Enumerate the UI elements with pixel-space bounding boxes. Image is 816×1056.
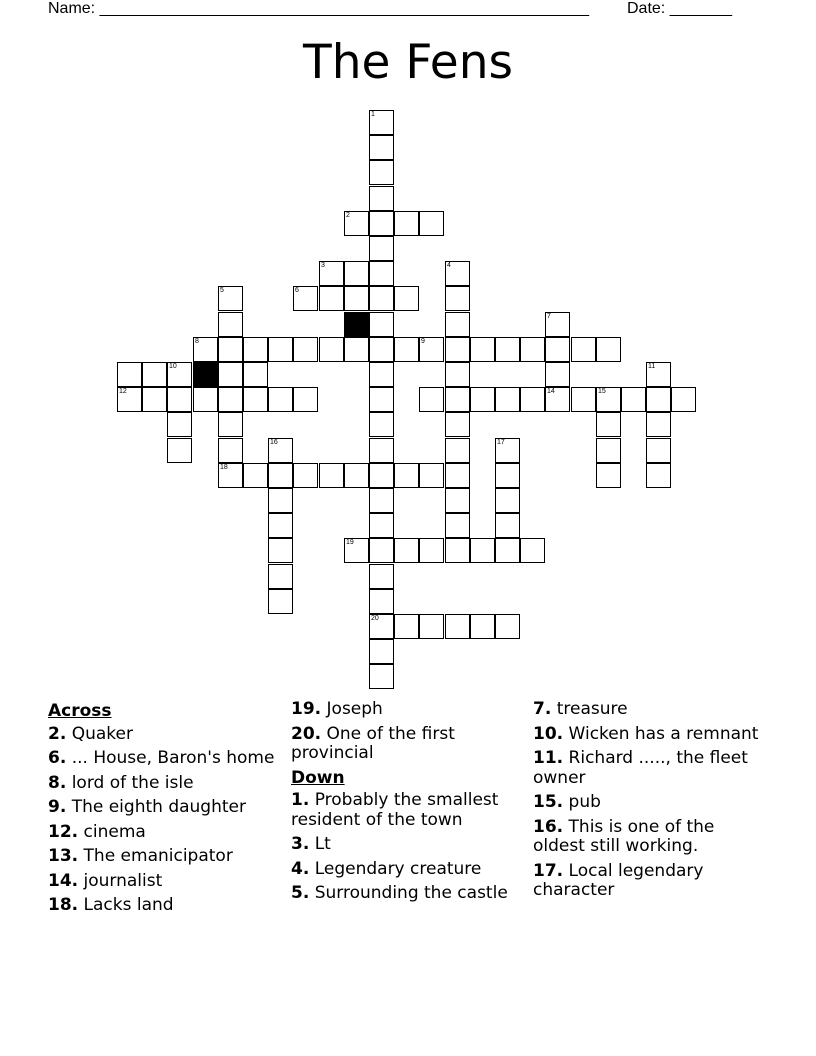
grid-cell[interactable] (596, 463, 621, 488)
grid-cell[interactable] (445, 312, 470, 337)
grid-cell[interactable] (369, 614, 394, 639)
grid-cell[interactable] (495, 387, 520, 412)
grid-cell[interactable] (369, 639, 394, 664)
grid-cell[interactable] (319, 261, 344, 286)
grid-cell[interactable] (445, 362, 470, 387)
grid-cell[interactable] (470, 538, 495, 563)
grid-cell[interactable] (268, 438, 293, 463)
grid-cell[interactable] (293, 286, 318, 311)
grid-cell[interactable] (470, 337, 495, 362)
grid-cell[interactable] (445, 261, 470, 286)
grid-cell[interactable] (369, 564, 394, 589)
clue-number: 14 (547, 388, 555, 395)
grid-cell[interactable] (293, 387, 318, 412)
grid-cell[interactable] (319, 337, 344, 362)
grid-cell[interactable] (445, 412, 470, 437)
grid-cell[interactable] (369, 589, 394, 614)
grid-cell[interactable] (495, 538, 520, 563)
grid-cell[interactable] (394, 211, 419, 236)
grid-cell[interactable] (193, 337, 218, 362)
grid-cell[interactable] (369, 362, 394, 387)
grid-cell[interactable] (470, 387, 495, 412)
grid-cell[interactable] (596, 412, 621, 437)
grid-cell[interactable] (445, 286, 470, 311)
grid-cell[interactable] (293, 463, 318, 488)
clue-number: 7 (547, 313, 551, 320)
grid-cell[interactable] (293, 337, 318, 362)
grid-cell[interactable] (646, 412, 671, 437)
clue-number: 6 (295, 287, 299, 294)
clue-number: 8 (195, 338, 199, 345)
grid-cell[interactable] (394, 286, 419, 311)
grid-cell[interactable] (243, 337, 268, 362)
grid-cell[interactable] (495, 337, 520, 362)
grid-cell[interactable] (117, 362, 142, 387)
grid-cell[interactable] (495, 614, 520, 639)
grid-cell[interactable] (394, 538, 419, 563)
grid-cell[interactable] (344, 286, 369, 311)
grid-cell[interactable] (344, 211, 369, 236)
down-clue: 3. Lt (291, 834, 331, 854)
down-clue: 16. This is one of the oldest still working. (533, 816, 715, 856)
clue-number: 1 (371, 111, 375, 118)
grid-cell[interactable] (167, 412, 192, 437)
grid-cell[interactable] (218, 438, 243, 463)
across-clue: 18. Lacks land (48, 895, 174, 915)
grid-cell[interactable] (369, 186, 394, 211)
grid-cell[interactable] (545, 312, 570, 337)
grid-cell[interactable] (369, 513, 394, 538)
clue-number: 18 (220, 464, 228, 471)
grid-cell[interactable] (445, 614, 470, 639)
grid-cell[interactable] (369, 488, 394, 513)
grid-cell[interactable] (167, 438, 192, 463)
grid-cell[interactable] (445, 513, 470, 538)
grid-cell[interactable] (268, 589, 293, 614)
grid-cell[interactable] (369, 538, 394, 563)
across-clue: 14. journalist (48, 870, 163, 891)
grid-cell[interactable] (344, 463, 369, 488)
grid-cell[interactable] (520, 538, 545, 563)
grid-cell[interactable] (167, 387, 192, 412)
grid-cell[interactable] (470, 614, 495, 639)
across-clue: 9. The eighth daughter (48, 797, 246, 817)
grid-cell[interactable] (495, 513, 520, 538)
across-clue: 6. ... House, Baron's home (48, 748, 275, 768)
grid-cell[interactable] (596, 438, 621, 463)
grid-cell[interactable] (571, 387, 596, 412)
grid-cell[interactable] (369, 160, 394, 185)
clue-number: 3 (321, 262, 325, 269)
grid-cell[interactable] (445, 463, 470, 488)
clue-number: 2 (346, 212, 350, 219)
grid-cell[interactable] (571, 337, 596, 362)
clue-number: 5 (220, 287, 224, 294)
grid-cell[interactable] (495, 438, 520, 463)
clue-number: 9 (421, 338, 425, 345)
grid-cell[interactable] (344, 337, 369, 362)
grid-cell[interactable] (193, 387, 218, 412)
grid-cell[interactable] (419, 211, 444, 236)
grid-cell[interactable] (268, 564, 293, 589)
grid-cell[interactable] (419, 387, 444, 412)
block-cell (344, 312, 369, 337)
across-clue: 20. One of the first provincial (291, 723, 455, 763)
grid-cell[interactable] (218, 362, 243, 387)
grid-cell[interactable] (369, 387, 394, 412)
grid-cell[interactable] (344, 538, 369, 563)
grid-cell[interactable] (369, 110, 394, 135)
grid-cell[interactable] (369, 664, 394, 689)
grid-cell[interactable] (268, 337, 293, 362)
grid-cell[interactable] (646, 387, 671, 412)
grid-cell[interactable] (319, 286, 344, 311)
block-cell (193, 362, 218, 387)
down-clue: 1. Probably the smallest resident of the town (291, 790, 499, 830)
grid-cell[interactable] (369, 412, 394, 437)
grid-cell[interactable] (671, 387, 696, 412)
grid-cell[interactable] (646, 362, 671, 387)
grid-cell[interactable] (621, 387, 646, 412)
grid-cell[interactable] (419, 538, 444, 563)
grid-cell[interactable] (218, 286, 243, 311)
grid-cell[interactable] (369, 286, 394, 311)
down-clue: 7. treasure (533, 699, 628, 719)
grid-cell[interactable] (646, 463, 671, 488)
grid-cell[interactable] (218, 312, 243, 337)
grid-cell[interactable] (419, 463, 444, 488)
down-clue: 4. Legendary creature (291, 858, 482, 879)
grid-cell[interactable] (394, 337, 419, 362)
grid-cell[interactable] (445, 438, 470, 463)
grid-cell[interactable] (268, 488, 293, 513)
across-clue: 19. Joseph (291, 699, 383, 719)
grid-cell[interactable] (369, 438, 394, 463)
grid-cell[interactable] (218, 412, 243, 437)
down-clue: 10. Wicken has a remnant (533, 723, 759, 744)
grid-cell[interactable] (445, 337, 470, 362)
grid-cell[interactable] (394, 614, 419, 639)
date-field: Date: _______ (627, 0, 732, 17)
clue-number: 4 (447, 262, 451, 269)
grid-cell[interactable] (646, 438, 671, 463)
clue-number: 10 (169, 363, 177, 370)
grid-cell[interactable] (369, 261, 394, 286)
down-clue: 5. Surrounding the castle (291, 883, 508, 903)
grid-cell[interactable] (142, 387, 167, 412)
grid-cell[interactable] (218, 387, 243, 412)
grid-cell[interactable] (268, 463, 293, 488)
grid-cell[interactable] (167, 362, 192, 387)
down-clue: 17. Local legendary character (533, 860, 704, 900)
grid-cell[interactable] (545, 387, 570, 412)
grid-cell[interactable] (243, 387, 268, 412)
grid-cell[interactable] (596, 337, 621, 362)
grid-cell[interactable] (369, 236, 394, 261)
clue-number: 20 (371, 615, 379, 622)
grid-cell[interactable] (117, 387, 142, 412)
grid-cell[interactable] (369, 463, 394, 488)
grid-cell[interactable] (445, 488, 470, 513)
grid-cell[interactable] (419, 614, 444, 639)
across-clue: 12. cinema (48, 821, 146, 842)
grid-cell[interactable] (218, 463, 243, 488)
grid-cell[interactable] (369, 135, 394, 160)
across-clue: 13. The emanicipator (48, 846, 233, 866)
clue-number: 16 (270, 439, 278, 446)
clue-column-2 (291, 700, 523, 909)
grid-cell[interactable] (495, 488, 520, 513)
grid-cell[interactable] (369, 211, 394, 236)
clue-number: 15 (598, 388, 606, 395)
grid-cell[interactable] (445, 387, 470, 412)
grid-cell[interactable] (218, 337, 243, 362)
down-clue: 15. pub (533, 792, 601, 812)
grid-cell[interactable] (394, 463, 419, 488)
across-clue: 2. Quaker (48, 723, 133, 744)
down-heading: Down (291, 767, 345, 788)
clue-number: 11 (648, 363, 656, 370)
grid-cell[interactable] (545, 337, 570, 362)
grid-cell[interactable] (419, 337, 444, 362)
grid-cell[interactable] (243, 362, 268, 387)
grid-cell[interactable] (344, 261, 369, 286)
grid-cell[interactable] (243, 463, 268, 488)
grid-cell[interactable] (369, 312, 394, 337)
grid-cell[interactable] (596, 387, 621, 412)
grid-cell[interactable] (369, 337, 394, 362)
grid-cell[interactable] (268, 538, 293, 563)
clue-number: 19 (346, 539, 354, 546)
grid-cell[interactable] (520, 387, 545, 412)
grid-cell[interactable] (268, 387, 293, 412)
grid-cell[interactable] (495, 463, 520, 488)
grid-cell[interactable] (520, 337, 545, 362)
grid-cell[interactable] (319, 463, 344, 488)
clue-column-3 (533, 700, 763, 906)
clue-number: 12 (119, 388, 127, 395)
grid-cell[interactable] (142, 362, 167, 387)
clue-number: 17 (497, 439, 505, 446)
clue-column-1 (48, 700, 276, 921)
down-clue: 11. Richard ....., the fleet owner (533, 748, 748, 788)
grid-cell[interactable] (545, 362, 570, 387)
across-heading: Across (48, 701, 112, 721)
grid-cell[interactable] (445, 538, 470, 563)
across-clue: 8. lord of the isle (48, 772, 194, 793)
grid-cell[interactable] (268, 513, 293, 538)
page-title: The Fens (302, 35, 513, 90)
name-field: Name: _______________________________________________________ (48, 0, 589, 17)
